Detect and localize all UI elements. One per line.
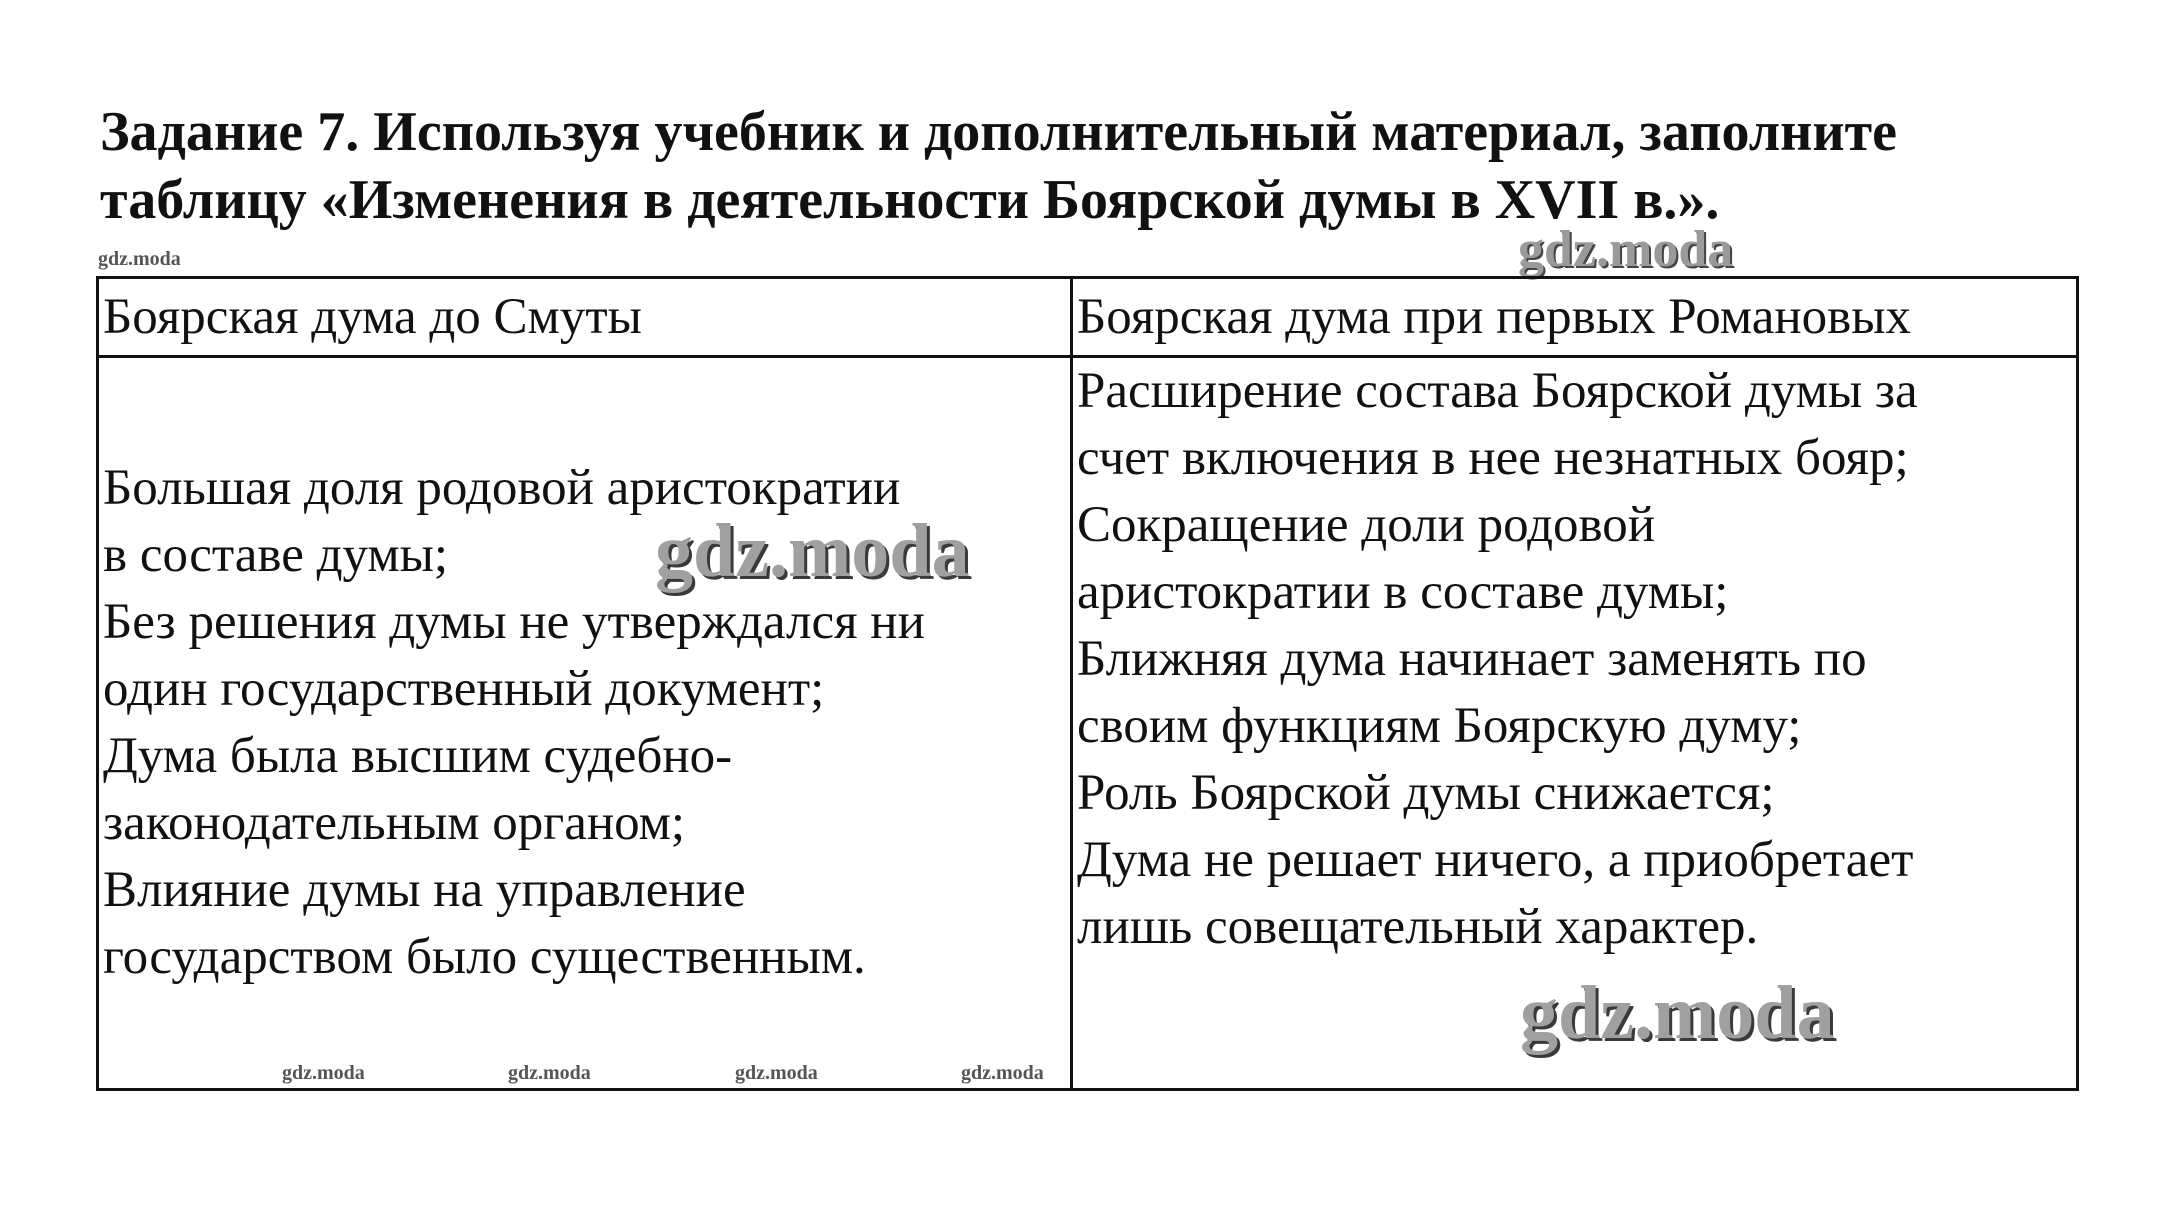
list-item: Влияние думы на управление <box>103 862 746 918</box>
list-item: Дума не решает ничего, а приобретает <box>1077 832 1914 888</box>
list-item: Расширение состава Боярской думы за <box>1077 363 1918 419</box>
comparison-table <box>96 276 2079 1091</box>
list-item: Ближняя дума начинает заменять по <box>1077 631 1867 687</box>
list-item: законодательным органом; <box>103 795 686 851</box>
table-header-row <box>98 278 2078 357</box>
task-title <box>100 98 2080 234</box>
header-first-romanovs: Боярская дума при первых Романовых <box>1072 278 2078 357</box>
list-item: аристократии в составе думы; <box>1077 564 1729 620</box>
list-item: Дума была высшим судебно- <box>103 728 733 784</box>
watermark-small-bottom-2: gdz.moda <box>508 1062 591 1084</box>
watermark-small-bottom-4: gdz.moda <box>961 1062 1044 1084</box>
list-item: в составе думы; <box>103 527 449 583</box>
watermark-small-top: gdz.moda <box>98 248 181 270</box>
list-item: Сокращение доли родовой <box>1077 497 1656 553</box>
watermark-large-right: gdz.moda <box>1520 971 1835 1055</box>
header-before-troubles: Боярская дума до Смуты <box>98 278 1072 357</box>
list-item: Большая доля родовой аристократии <box>103 460 901 516</box>
watermark-small-bottom-1: gdz.moda <box>282 1062 365 1084</box>
list-item: своим функциям Боярскую думу; <box>1077 698 1802 754</box>
list-item: Роль Боярской думы снижается; <box>1077 765 1775 821</box>
task-title-line-2: таблицу «Изменения в деятельности Боярской думы в XVII в.». <box>100 169 1720 231</box>
watermark-medium-top: gdz.moda <box>1518 221 1734 278</box>
list-item: Без решения думы не утверждался ни <box>103 594 925 650</box>
cell-before-troubles <box>98 357 1072 1090</box>
list-item: лишь совещательный характер. <box>1077 899 1759 955</box>
watermark-small-bottom-3: gdz.moda <box>735 1062 818 1084</box>
list-item: один государственный документ; <box>103 661 825 717</box>
watermark-large-left: gdz.moda <box>655 509 970 593</box>
list-item: государством было существенным. <box>103 929 866 985</box>
task-title-line-1: Задание 7. Используя учебник и дополнительный материал, заполните <box>100 101 1898 163</box>
list-item: счет включения в нее незнатных бояр; <box>1077 430 1909 486</box>
